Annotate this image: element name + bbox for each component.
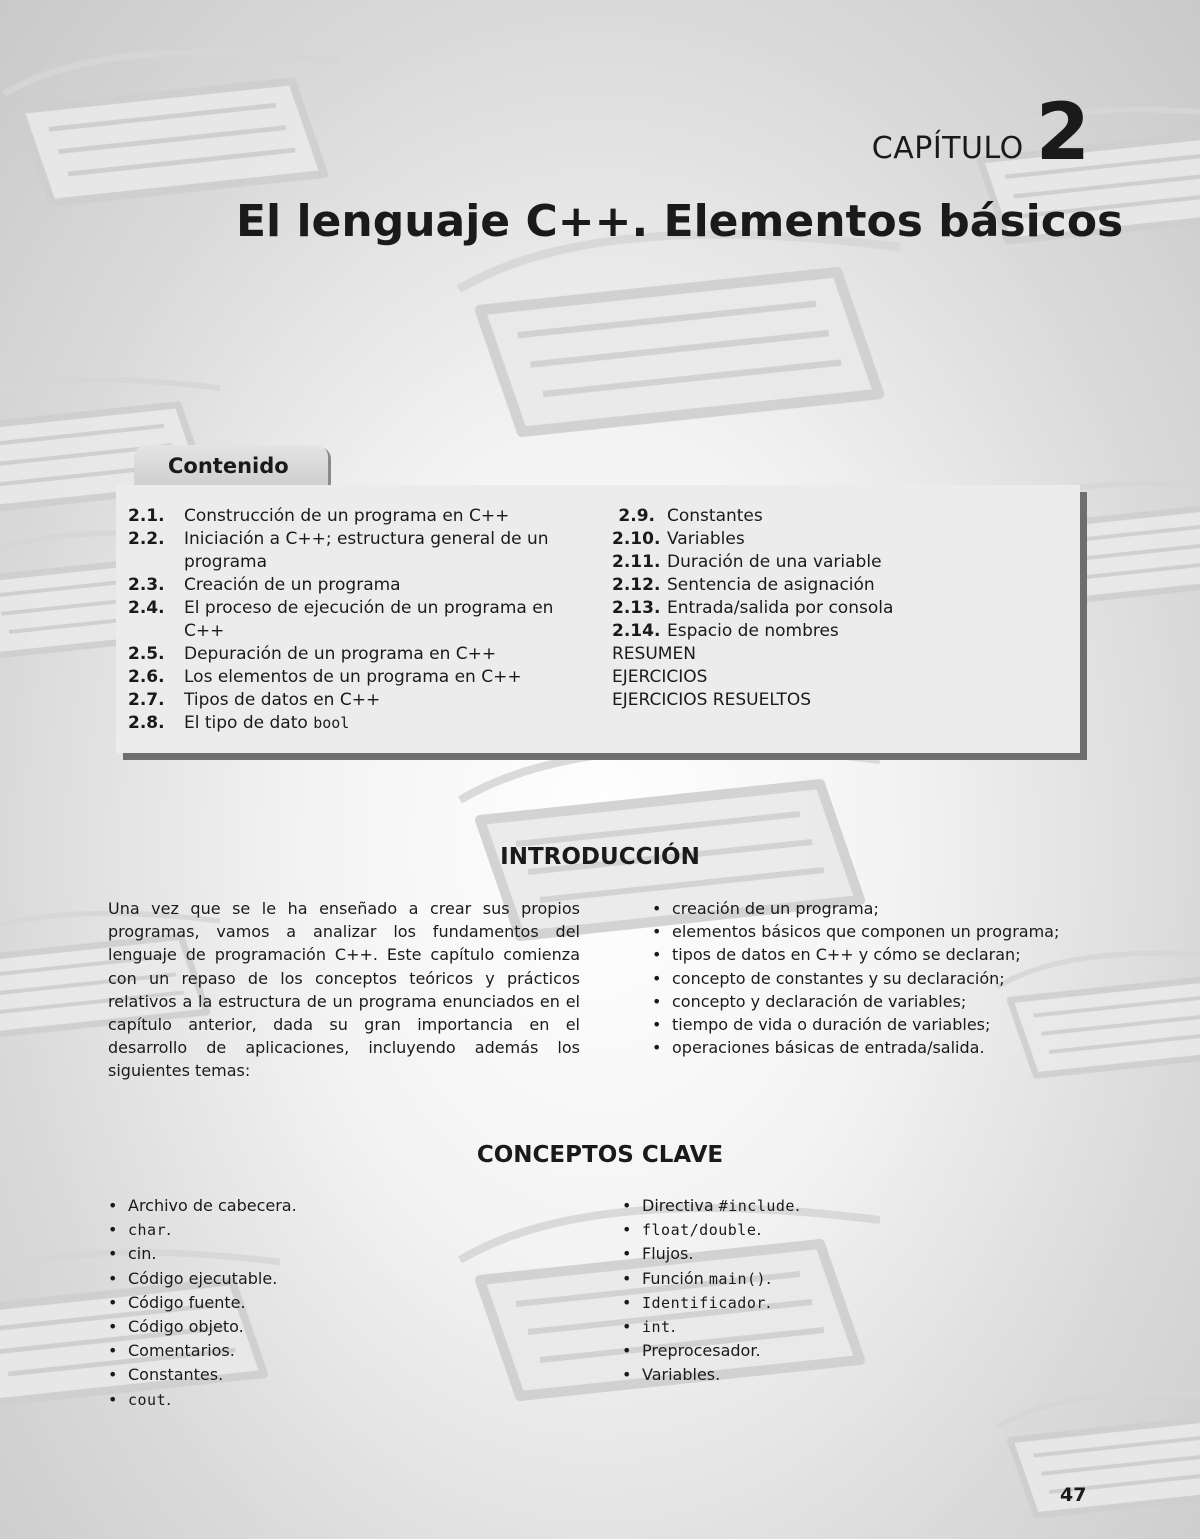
concept-code: cout bbox=[128, 1390, 167, 1409]
toc-item bbox=[128, 528, 578, 574]
toc-item bbox=[612, 620, 1052, 643]
toc-item bbox=[612, 597, 1052, 620]
list-item bbox=[104, 1242, 564, 1266]
toc-left-column bbox=[128, 505, 578, 735]
concept-suffix: . bbox=[766, 1268, 772, 1288]
list-item: • tiempo de vida o duración de variables; bbox=[648, 1013, 1118, 1036]
toc-number: 2.1. bbox=[128, 506, 165, 526]
toc-text: Espacio de nombres bbox=[667, 621, 839, 641]
toc-text: Construcción de un programa en C++ bbox=[184, 506, 510, 526]
toc-number: 2.7. bbox=[128, 690, 165, 710]
key-concepts-right bbox=[618, 1194, 1078, 1388]
toc-number: 2.10. bbox=[612, 529, 661, 549]
toc-right-column bbox=[612, 505, 1052, 712]
toc-number: 2.13. bbox=[612, 598, 661, 618]
list-item bbox=[618, 1242, 1078, 1266]
list-item: • creación de un programa; bbox=[648, 897, 1118, 920]
toc-solved-exercises: EJERCICIOS RESUELTOS bbox=[612, 690, 812, 710]
toc-number: 2.6. bbox=[128, 667, 165, 687]
toc-summary: RESUMEN bbox=[612, 644, 696, 664]
introduction-paragraph: Una vez que se le ha enseñado a crear sus propios programas, vamos a analizar los fundamentos del lenguaje de programación C++. Este capítulo comienza con un repaso de los conceptos teóricos y prácticos relativos a la estructura de un programa enunciados en el capítulo anterior, dada su gran importancia en el desarrollo de aplicaciones, incluyendo además los siguientes temas: bbox=[108, 899, 580, 1081]
toc-number: 2.11. bbox=[612, 552, 661, 572]
toc-item bbox=[128, 666, 578, 689]
chapter-title: El lenguaje C++. Elementos básicos bbox=[236, 196, 1124, 247]
list-item bbox=[618, 1218, 1078, 1242]
toc-text: Constantes bbox=[667, 506, 763, 526]
toc-number: 2.9. bbox=[618, 506, 655, 526]
list-item bbox=[104, 1194, 564, 1218]
toc-number: 2.14. bbox=[612, 621, 661, 641]
concept-text: Código objeto. bbox=[128, 1317, 244, 1337]
toc-number: 2.2. bbox=[128, 529, 165, 549]
concept-code: main() bbox=[708, 1269, 767, 1288]
toc-exercises: EJERCICIOS bbox=[612, 667, 708, 687]
concept-code: char bbox=[128, 1221, 167, 1240]
toc-item bbox=[128, 712, 578, 735]
chapter-word: CAPÍTULO bbox=[871, 131, 1024, 167]
concept-text: Código ejecutable. bbox=[128, 1268, 278, 1288]
list-item bbox=[618, 1315, 1078, 1339]
toc-item bbox=[128, 597, 578, 643]
list-item: • operaciones básicas de entrada/salida. bbox=[648, 1036, 1118, 1059]
toc-text: Depuración de un programa en C++ bbox=[184, 644, 497, 664]
toc-item bbox=[128, 689, 578, 712]
list-item: • concepto y declaración de variables; bbox=[648, 990, 1118, 1013]
concept-text: Comentarios. bbox=[128, 1341, 235, 1361]
concept-suffix: . bbox=[166, 1220, 172, 1240]
toc-item bbox=[612, 528, 1052, 551]
toc-text: Duración de una variable bbox=[667, 552, 882, 572]
toc-code: bool bbox=[313, 714, 350, 732]
key-concepts-left bbox=[104, 1194, 564, 1412]
page-number: 47 bbox=[1060, 1484, 1087, 1506]
chapter-label bbox=[871, 88, 1090, 178]
list-item bbox=[618, 1363, 1078, 1387]
toc-text bbox=[184, 712, 578, 735]
introduction-heading: INTRODUCCIÓN bbox=[500, 844, 700, 870]
list-item bbox=[104, 1388, 564, 1412]
introduction-topics bbox=[648, 897, 1118, 1059]
toc-text: Entrada/salida por consola bbox=[667, 598, 894, 618]
list-item bbox=[618, 1267, 1078, 1291]
concept-text: Flujos. bbox=[642, 1244, 694, 1264]
toc-item bbox=[128, 643, 578, 666]
toc-item bbox=[128, 574, 578, 597]
toc-number: 2.3. bbox=[128, 575, 165, 595]
toc-item bbox=[612, 505, 1052, 528]
toc-number: 2.8. bbox=[128, 713, 165, 733]
toc-number: 2.4. bbox=[128, 598, 165, 618]
concept-text: cin. bbox=[128, 1244, 157, 1264]
list-item bbox=[104, 1339, 564, 1363]
toc-number: 2.5. bbox=[128, 644, 165, 664]
list-item bbox=[618, 1291, 1078, 1315]
toc-text: Iniciación a C++; estructura general de un programa bbox=[184, 529, 549, 572]
toc-text: Creación de un programa bbox=[184, 575, 401, 595]
toc-text: Variables bbox=[667, 529, 745, 549]
toc-item bbox=[612, 551, 1052, 574]
concept-text: Constantes. bbox=[128, 1365, 224, 1385]
list-item bbox=[618, 1339, 1078, 1363]
list-item bbox=[104, 1291, 564, 1315]
contents-tab: Contenido bbox=[134, 445, 328, 485]
toc-text: Sentencia de asignación bbox=[667, 575, 875, 595]
concept-code: int bbox=[642, 1318, 671, 1337]
toc-text: Los elementos de un programa en C++ bbox=[184, 667, 522, 687]
concept-suffix: . bbox=[670, 1317, 676, 1337]
toc-number: 2.12. bbox=[612, 575, 661, 595]
toc-text: El proceso de ejecución de un programa en C++ bbox=[184, 598, 554, 641]
concept-text: Variables. bbox=[642, 1365, 721, 1385]
concept-suffix: . bbox=[756, 1220, 762, 1240]
toc-item bbox=[128, 505, 578, 528]
contents-box bbox=[116, 485, 1080, 753]
concept-text: Archivo de cabecera. bbox=[128, 1196, 297, 1215]
concept-code: float/double bbox=[642, 1221, 757, 1240]
concept-suffix: . bbox=[794, 1196, 801, 1215]
concept-text: Directiva bbox=[642, 1196, 719, 1215]
concept-text: Función bbox=[642, 1268, 709, 1288]
list-item bbox=[104, 1363, 564, 1387]
concept-code: #include bbox=[718, 1197, 795, 1215]
toc-text: Tipos de datos en C++ bbox=[184, 690, 381, 710]
toc-text-part: El tipo de dato bbox=[184, 713, 314, 733]
list-item bbox=[618, 1194, 1078, 1218]
concept-suffix: . bbox=[765, 1292, 771, 1312]
list-item bbox=[104, 1218, 564, 1242]
list-item: • concepto de constantes y su declaración; bbox=[648, 967, 1118, 990]
list-item: • elementos básicos que componen un programa; bbox=[648, 920, 1118, 943]
concept-suffix: . bbox=[166, 1389, 172, 1409]
key-concepts-heading: CONCEPTOS CLAVE bbox=[476, 1142, 724, 1168]
chapter-number: 2 bbox=[1035, 88, 1090, 178]
list-item bbox=[104, 1315, 564, 1339]
list-item: • tipos de datos en C++ y cómo se declaran; bbox=[648, 943, 1118, 966]
concept-code: Identificador bbox=[642, 1293, 766, 1312]
list-item bbox=[104, 1267, 564, 1291]
concept-text: Preprocesador. bbox=[642, 1341, 761, 1361]
concept-text: Código fuente. bbox=[128, 1292, 246, 1312]
toc-item bbox=[612, 574, 1052, 597]
